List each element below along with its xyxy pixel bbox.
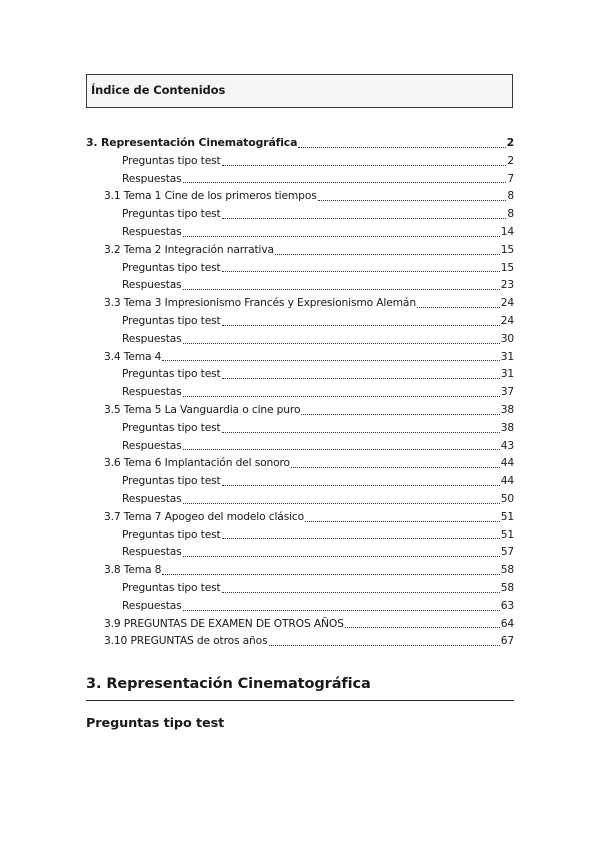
- heading-divider: [86, 700, 514, 701]
- toc-entry-page: 58: [500, 563, 514, 577]
- toc-entry-label: Preguntas tipo test: [122, 260, 221, 274]
- toc-entry-page: 44: [500, 456, 514, 470]
- toc-entry-page: 24: [500, 313, 514, 327]
- toc-entry-label: 3.4 Tema 4: [104, 349, 162, 363]
- toc-entry-page: 30: [500, 331, 514, 345]
- toc-dot-leader: [291, 467, 500, 468]
- toc-entry[interactable]: [86, 492, 514, 510]
- toc-entry-page: 31: [500, 367, 514, 381]
- toc-entry[interactable]: [86, 528, 514, 546]
- toc-entry[interactable]: [86, 456, 514, 474]
- toc-entry-page: 15: [500, 242, 514, 256]
- toc-entry-page: 51: [500, 527, 514, 541]
- toc-entry-label: Respuestas: [122, 438, 182, 452]
- toc-entry[interactable]: [86, 634, 514, 652]
- toc-entry[interactable]: [86, 563, 514, 581]
- toc-entry[interactable]: [86, 617, 514, 635]
- toc-entry-label: Respuestas: [122, 545, 182, 559]
- toc-entry-page: 63: [500, 598, 514, 612]
- toc-entry-label: Respuestas: [122, 224, 182, 238]
- toc-entry-page: 15: [500, 260, 514, 274]
- toc-dot-leader: [183, 182, 507, 183]
- toc-entry[interactable]: [86, 172, 514, 190]
- toc-dot-leader: [222, 592, 500, 593]
- toc-dot-leader: [183, 396, 500, 397]
- toc-entry[interactable]: [86, 154, 514, 172]
- toc-entry-page: 44: [500, 474, 514, 488]
- toc-entry-page: 2: [506, 136, 514, 149]
- toc-entry-label: 3.9 PREGUNTAS DE EXAMEN DE OTROS AÑOS: [104, 616, 344, 630]
- toc-dot-leader: [305, 521, 500, 522]
- toc-entry[interactable]: [86, 350, 514, 368]
- toc-entry-page: 51: [500, 509, 514, 523]
- toc-entry-label: Preguntas tipo test: [122, 527, 221, 541]
- toc-entry-label: Preguntas tipo test: [122, 313, 221, 327]
- toc-entry[interactable]: [86, 474, 514, 492]
- toc-entry[interactable]: [86, 545, 514, 563]
- toc-entry[interactable]: [86, 385, 514, 403]
- toc-entry-label: 3.2 Tema 2 Integración narrativa: [104, 242, 274, 256]
- toc-entry[interactable]: [86, 332, 514, 350]
- toc-dot-leader: [222, 218, 507, 219]
- toc-dot-leader: [222, 538, 500, 539]
- toc-entry-label: Respuestas: [122, 491, 182, 505]
- toc-dot-leader: [222, 432, 500, 433]
- toc-entry-label: Respuestas: [122, 278, 182, 292]
- toc-dot-leader: [222, 378, 500, 379]
- toc-entry-label: 3. Representación Cinematográfica: [86, 136, 298, 149]
- toc-dot-leader: [222, 271, 500, 272]
- toc-entry-label: Preguntas tipo test: [122, 153, 221, 167]
- toc-entry-label: Preguntas tipo test: [122, 474, 221, 488]
- toc-entry-label: 3.6 Tema 6 Implantación del sonoro: [104, 456, 290, 470]
- toc-entry-page: 43: [500, 438, 514, 452]
- toc-entry[interactable]: [86, 403, 514, 421]
- toc-dot-leader: [417, 307, 500, 308]
- toc-entry-label: Respuestas: [122, 598, 182, 612]
- toc-entry-label: Respuestas: [122, 171, 182, 185]
- toc-dot-leader: [162, 574, 499, 575]
- toc-entry-page: 50: [500, 491, 514, 505]
- toc-entry[interactable]: [86, 207, 514, 225]
- toc-entry-page: 38: [500, 402, 514, 416]
- toc-dot-leader: [222, 485, 500, 486]
- subsection-heading: Preguntas tipo test: [86, 716, 225, 731]
- toc-entry-label: 3.1 Tema 1 Cine de los primeros tiempos: [104, 189, 317, 203]
- toc-entry-page: 38: [500, 420, 514, 434]
- toc-dot-leader: [162, 360, 499, 361]
- toc-entry-label: Preguntas tipo test: [122, 580, 221, 594]
- toc-dot-leader: [183, 236, 500, 237]
- toc-dot-leader: [222, 165, 507, 166]
- toc-entry-label: Preguntas tipo test: [122, 207, 221, 221]
- toc-dot-leader: [183, 449, 500, 450]
- toc-entry-label: 3.8 Tema 8: [104, 563, 162, 577]
- toc-entry-label: 3.3 Tema 3 Impresionismo Francés y Expresionismo Alemán: [104, 296, 416, 310]
- toc-entry-page: 37: [500, 385, 514, 399]
- toc-entry-label: Preguntas tipo test: [122, 367, 221, 381]
- toc-entry-page: 23: [500, 278, 514, 292]
- toc-dot-leader: [275, 254, 500, 255]
- toc-entry-label: 3.5 Tema 5 La Vanguardia o cine puro: [104, 402, 301, 416]
- toc-entry-page: 67: [500, 634, 514, 648]
- toc-entry-page: 8: [507, 207, 514, 221]
- toc-entry-page: 31: [500, 349, 514, 363]
- toc-title: Índice de Contenidos: [91, 83, 226, 97]
- toc-entry[interactable]: [86, 599, 514, 617]
- toc-entry[interactable]: [86, 314, 514, 332]
- toc-dot-leader: [298, 147, 505, 148]
- toc-dot-leader: [183, 556, 500, 557]
- toc-entry[interactable]: [86, 439, 514, 457]
- toc-entry-page: 58: [500, 580, 514, 594]
- toc-title-box: [86, 74, 513, 108]
- table-of-contents: [86, 136, 514, 652]
- toc-entry-page: 8: [507, 189, 514, 203]
- toc-entry-label: Respuestas: [122, 385, 182, 399]
- toc-dot-leader: [345, 627, 500, 628]
- toc-entry-page: 24: [500, 296, 514, 310]
- toc-entry[interactable]: [86, 261, 514, 279]
- toc-entry[interactable]: [86, 510, 514, 528]
- toc-entry-page: 14: [500, 224, 514, 238]
- toc-dot-leader: [183, 343, 500, 344]
- toc-entry-label: 3.10 PREGUNTAS de otros años: [104, 634, 268, 648]
- toc-dot-leader: [301, 414, 499, 415]
- toc-entry-page: 57: [500, 545, 514, 559]
- toc-dot-leader: [269, 645, 500, 646]
- toc-entry[interactable]: [86, 189, 514, 207]
- toc-dot-leader: [318, 200, 507, 201]
- toc-entry[interactable]: [86, 581, 514, 599]
- toc-entry[interactable]: [86, 225, 514, 243]
- toc-entry-page: 7: [507, 171, 514, 185]
- toc-entry[interactable]: [86, 243, 514, 261]
- toc-entry[interactable]: [86, 367, 514, 385]
- toc-entry[interactable]: [86, 421, 514, 439]
- toc-dot-leader: [183, 610, 500, 611]
- toc-dot-leader: [222, 325, 500, 326]
- toc-entry-label: Respuestas: [122, 331, 182, 345]
- toc-entry[interactable]: [86, 136, 514, 154]
- toc-entry[interactable]: [86, 296, 514, 314]
- toc-dot-leader: [183, 503, 500, 504]
- toc-entry-label: 3.7 Tema 7 Apogeo del modelo clásico: [104, 509, 305, 523]
- toc-entry-label: Preguntas tipo test: [122, 420, 221, 434]
- section-heading: 3. Representación Cinematográfica: [86, 676, 371, 692]
- toc-dot-leader: [183, 289, 500, 290]
- toc-entry-page: 2: [507, 153, 514, 167]
- toc-entry-page: 64: [500, 616, 514, 630]
- toc-entry[interactable]: [86, 278, 514, 296]
